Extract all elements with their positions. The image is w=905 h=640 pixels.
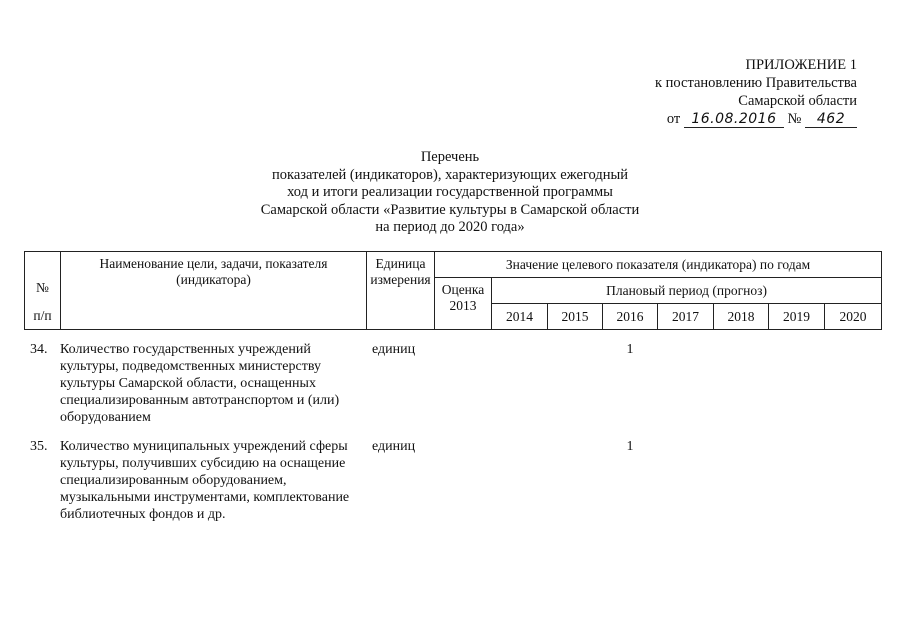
row-indicator-name: Количество государственных учреждений культуры, подведомственных министерству культуры Самарской области, оснащенных специализированным автотранспортом и (или) оборудованием (60, 342, 340, 425)
header-unit-label: Единица измерения (370, 256, 431, 287)
row-value-2016: 1 (626, 342, 634, 357)
title-line-3: ход и итоги реализации государственной программы (287, 184, 613, 200)
title-line-1: Перечень (420, 149, 480, 165)
header-num-label: № (36, 280, 49, 295)
number-prefix: № (787, 111, 802, 127)
title-line-2: показателей (индикаторов), характеризующих ежегодный (272, 166, 628, 183)
title-line-4: Самарской области «Развитие культуры в Самарской области (260, 201, 640, 218)
appendix-block (597, 56, 857, 128)
handwritten-number: 462 (805, 111, 857, 128)
indicators-table-header (24, 251, 882, 330)
row-indicator-name: Количество муниципальных учреждений сферы культуры, получивших субсидию на оснащение специализированным оборудованием, музыкальными инструментами, комплектование библиотечных фондов и др. (60, 439, 350, 522)
header-name-label: Наименование цели, задачи, показателя (индикатора) (99, 256, 328, 287)
header-plan-cell (492, 278, 882, 304)
appendix-line-1: к постановлению Правительства (655, 75, 857, 91)
header-year-cell: 2019 (769, 304, 825, 330)
header-plan-label: Плановый период (прогноз) (606, 282, 767, 298)
header-year-cell: 2014 (492, 304, 548, 330)
header-year-cell: 2016 (603, 304, 658, 330)
header-estimate-label: Оценка 2013 (441, 282, 485, 313)
appendix-date-line (597, 110, 857, 128)
handwritten-date: 16.08.2016 (684, 111, 784, 128)
header-year-cell: 2015 (548, 304, 603, 330)
document-title (180, 149, 720, 237)
appendix-title: ПРИЛОЖЕНИЕ 1 (745, 57, 857, 73)
row-number: 35. (30, 439, 48, 454)
header-target-label: Значение целевого показателя (индикатора) по годам (505, 256, 811, 272)
date-prefix: от (666, 111, 681, 127)
header-year-cell: 2017 (658, 304, 714, 330)
header-year-cell: 2020 (825, 304, 882, 330)
header-name-cell (61, 252, 367, 330)
row-unit: единиц (372, 342, 416, 357)
header-year-cell: 2018 (714, 304, 769, 330)
header-estimate-cell (435, 278, 492, 330)
header-target-cell (435, 252, 882, 278)
row-number: 34. (30, 342, 48, 357)
row-value-2016: 1 (626, 439, 634, 454)
title-line-5: на период до 2020 года» (375, 219, 525, 235)
appendix-line-2: Самарской области (738, 93, 857, 109)
row-unit: единиц (372, 439, 416, 454)
header-num-cell (25, 252, 61, 330)
header-pp-label: п/п (33, 308, 52, 323)
header-unit-cell (367, 252, 435, 330)
